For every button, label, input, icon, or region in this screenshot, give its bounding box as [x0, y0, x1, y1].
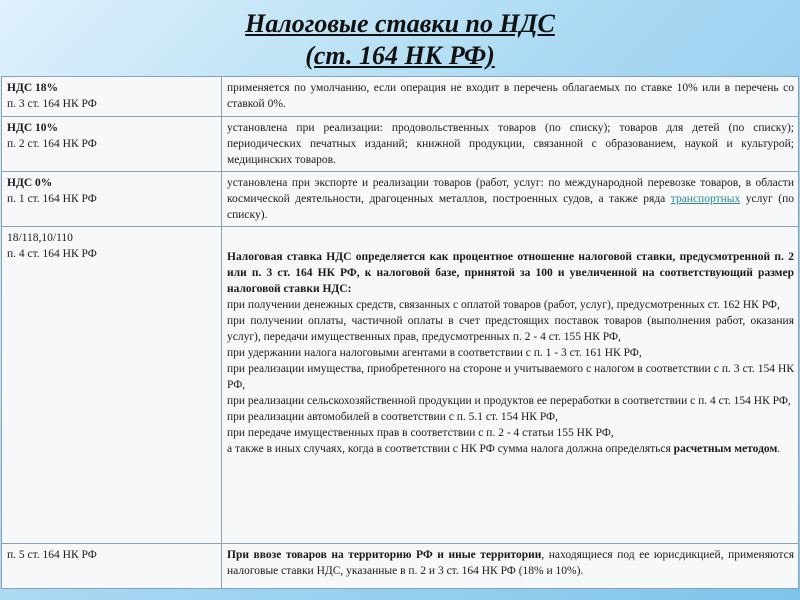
list-item: при удержании налога налоговыми агентами в соответствии с п. 1 - 3 ст. 161 НК РФ, [227, 347, 642, 359]
description-text: услуг (по списку). [227, 193, 794, 221]
rate-reference: п. 2 ст. 164 НК РФ [7, 138, 97, 150]
rate-reference: п. 5 ст. 164 НК РФ [7, 549, 97, 561]
page-title [0, 8, 800, 72]
table-row [2, 172, 799, 227]
rate-cell [2, 544, 222, 589]
description-cell [222, 227, 799, 544]
list-item: при получении денежных средств, связанных с оплатой товаров (работ, услуг), предусмотренных ст. 162 НК РФ, [227, 299, 780, 311]
calculation-method: расчетным методом [673, 443, 778, 455]
table-row [2, 227, 799, 544]
rate-reference: п. 1 ст. 164 НК РФ [7, 193, 97, 205]
cases-list [227, 297, 794, 457]
list-item: при реализации автомобилей в соответствии с п. 5.1 ст. 154 НК РФ, [227, 411, 559, 423]
table-row [2, 544, 799, 589]
title-line-1: Налоговые ставки по НДС [245, 9, 555, 38]
list-item: при реализации сельскохозяйственной продукции и продуктов ее переработки в соответствии с п. 4 ст. 154 НК РФ, [227, 395, 791, 407]
rate-reference: п. 3 ст. 164 НК РФ [7, 98, 97, 110]
list-item-end: . [777, 443, 781, 455]
import-heading: При ввозе товаров на территорию РФ и иные территории [227, 549, 542, 561]
list-item: при реализации имущества, приобретенного на стороне и учитываемого с налогом в соответствии с п. 3 ст. 154 НК РФ, [227, 363, 794, 391]
description-cell: применяется по умолчанию, если операция не входит в перечень облагаемых по ставке 10% или в перечень со ставкой 0%. [222, 77, 799, 117]
description-cell [222, 544, 799, 589]
rate-cell [2, 227, 222, 544]
transport-link[interactable]: транспортных [670, 193, 741, 205]
description-text: , находящиеся под ее юрисдикцией, применяются налоговые ставки НДС, указанные в п. 2 и 3 ст. 164 НК РФ (18% и 10%). [227, 549, 794, 577]
rate-cell [2, 117, 222, 172]
title-line-2: (ст. 164 НК РФ) [305, 41, 495, 70]
table-row [2, 77, 799, 117]
vat-rates-table [1, 76, 799, 589]
list-item: при получении оплаты, частичной оплаты в счет предстоящих поставок товаров (выполнения работ, оказания услуг), передачи имущественных прав, предусмотренных п. 2 - 4 ст. 155 НК РФ, [227, 315, 794, 343]
description-text: установлена при экспорте и реализации товаров (работ, услуг: по международной перевозке товаров, в области космической деятельности, драгоценных металлов, построенных судов, а также ряда [227, 177, 794, 205]
rate-label: НДС 18% [7, 82, 59, 94]
description-cell: установлена при реализации: продовольственных товаров (по списку); товаров для детей (по списку); периодических печатных изданий; книжной продукции, связанной с образованием, наукой и культурой; медицинских товаров. [222, 117, 799, 172]
table-row [2, 117, 799, 172]
rate-label: НДС 10% [7, 122, 59, 134]
rate-label: НДС 0% [7, 177, 53, 189]
list-item [227, 441, 794, 457]
rate-reference: п. 4 ст. 164 НК РФ [7, 248, 97, 260]
rate-cell [2, 172, 222, 227]
list-item: при передаче имущественных прав в соответствии с п. 2 - 4 статьи 155 НК РФ, [227, 427, 614, 439]
rate-cell [2, 77, 222, 117]
list-item-text: а также в иных случаях, когда в соответствии с НК РФ сумма налога должна определяться [227, 443, 671, 455]
rate-label: 18/118,10/110 [7, 232, 73, 244]
description-cell [222, 172, 799, 227]
calculated-rate-lead: Налоговая ставка НДС определяется как процентное отношение налоговой ставки, предусмотренной п. 2 или п. 3 ст. 164 НК РФ, к налоговой базе, принятой за 100 и увеличенной на соответствующий размер налоговой ставки НДС: [227, 251, 794, 295]
